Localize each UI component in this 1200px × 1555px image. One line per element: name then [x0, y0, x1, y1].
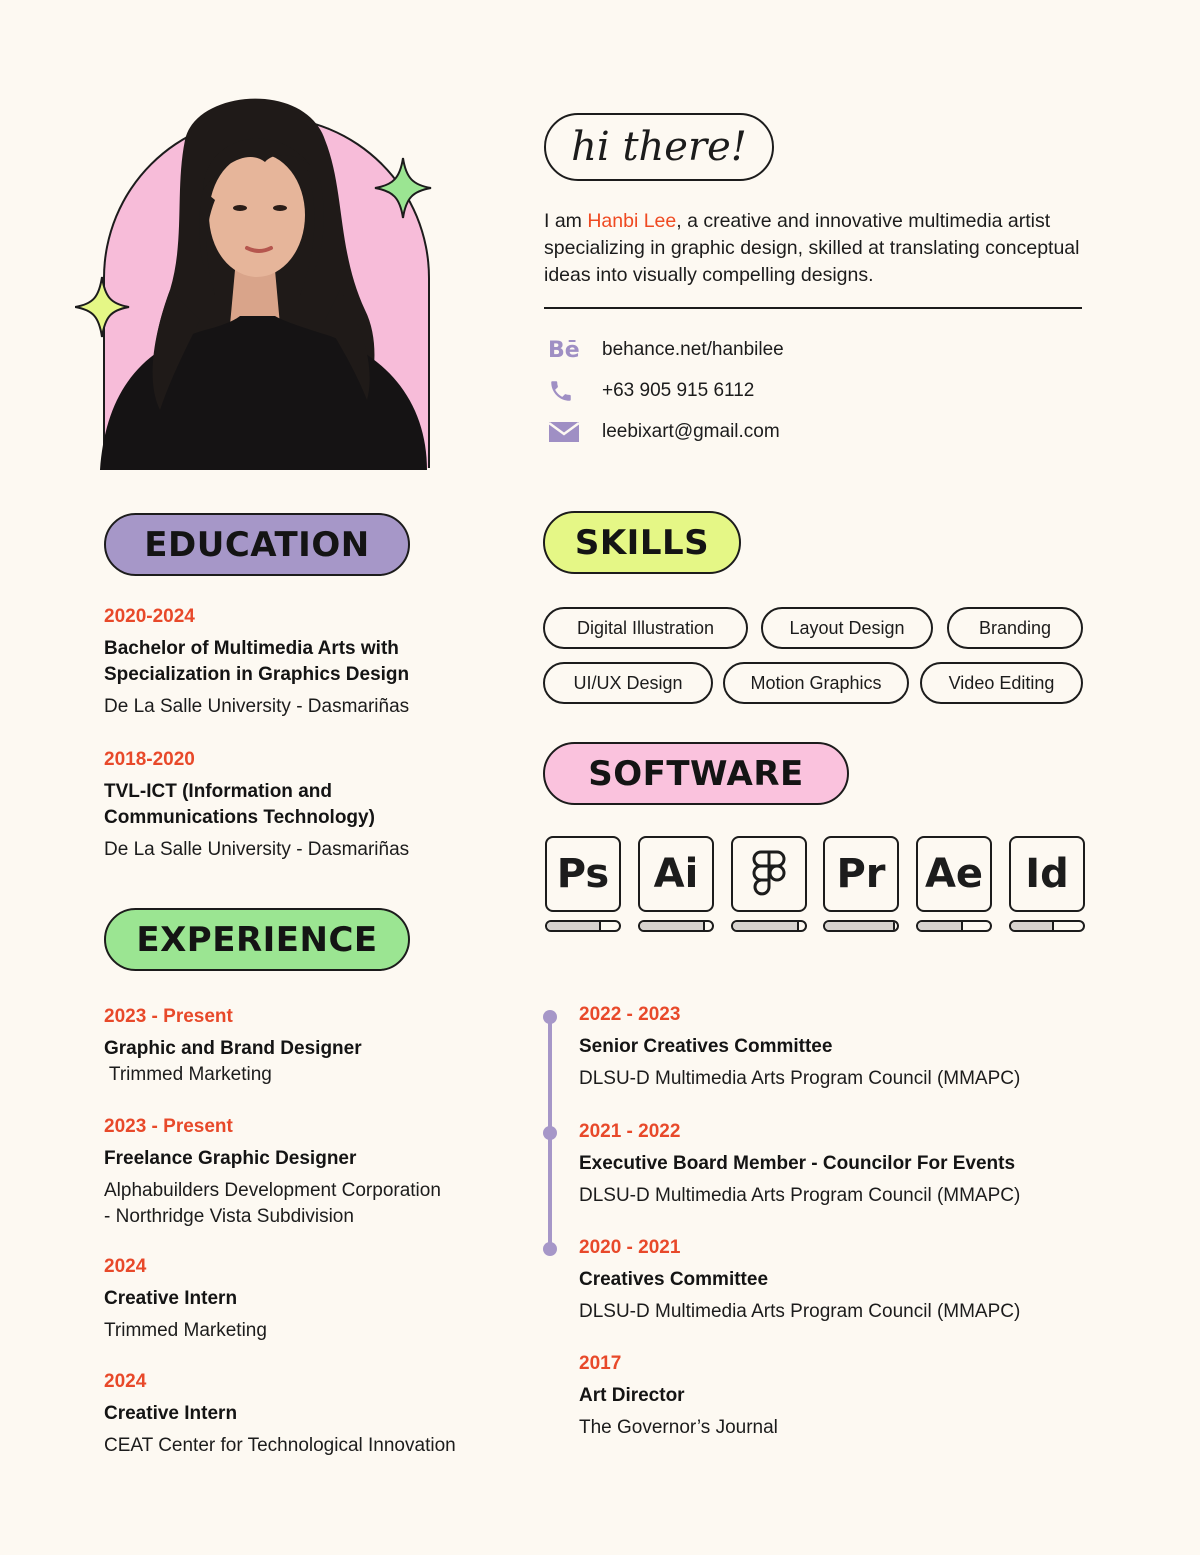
photoshop-icon: Ps — [545, 836, 621, 912]
experience-role: Freelance Graphic Designer — [104, 1148, 357, 1169]
experience-org: - Northridge Vista Subdivision — [104, 1206, 354, 1227]
skill-level-fill — [1011, 922, 1054, 930]
skill-chip: Motion Graphics — [723, 662, 909, 704]
education-degree: Specialization in Graphics Design — [104, 664, 410, 685]
sparkle-icon — [75, 277, 129, 337]
education-item — [104, 606, 409, 720]
timeline-dot — [543, 1126, 557, 1140]
portrait-illustration — [75, 80, 435, 470]
experience-years: 2022 - 2023 — [579, 1004, 681, 1025]
skill-level-bar — [823, 920, 899, 932]
education-degree: TVL-ICT (Information and — [104, 781, 332, 802]
skill-chip: Digital Illustration — [543, 607, 748, 649]
experience-item — [104, 1006, 362, 1088]
experience-org: Alphabuilders Development Corporation — [104, 1180, 441, 1201]
experience-item — [579, 1004, 1020, 1092]
experience-years: 2024 — [104, 1256, 147, 1277]
experience-org: DLSU-D Multimedia Arts Program Council (MMAPC) — [579, 1068, 1021, 1089]
experience-years: 2024 — [104, 1371, 147, 1392]
experience-org: The Governor’s Journal — [579, 1417, 778, 1438]
illustrator-icon: Ai — [638, 836, 714, 912]
intro-text: I am — [544, 210, 588, 232]
skill-level-bar — [916, 920, 992, 932]
experience-role: Creative Intern — [104, 1288, 238, 1309]
education-school: De La Salle University - Dasmariñas — [104, 696, 410, 717]
education-degree: Bachelor of Multimedia Arts with — [104, 638, 399, 659]
experience-org: DLSU-D Multimedia Arts Program Council (MMAPC) — [579, 1185, 1021, 1206]
intro-text: , a creative and innovative multimedia artist specializing in graphic design, skilled at translating conceptual ideas into visually compelling designs. — [544, 210, 1080, 286]
education-school: De La Salle University - Dasmariñas — [104, 839, 410, 860]
contact-text: behance.net/hanbilee — [602, 339, 784, 360]
skill-chip: UI/UX Design — [543, 662, 713, 704]
skill-level-fill — [547, 922, 601, 930]
skill-level-fill — [825, 922, 895, 930]
education-heading: EDUCATION — [104, 513, 410, 576]
figma-icon — [731, 836, 807, 912]
skill-level-fill — [918, 922, 963, 930]
education-years: 2018-2020 — [104, 749, 195, 770]
contact-email[interactable] — [548, 419, 780, 445]
skill-chip: Layout Design — [761, 607, 933, 649]
skill-level-bar — [638, 920, 714, 932]
experience-item — [579, 1121, 1020, 1209]
education-degree: Communications Technology) — [104, 807, 375, 828]
intro-paragraph — [544, 208, 1084, 289]
mail-icon — [548, 419, 582, 445]
experience-role: Art Director — [579, 1385, 685, 1406]
skills-heading: SKILLS — [543, 511, 741, 574]
behance-icon: Bē — [548, 337, 580, 363]
experience-role: Creative Intern — [104, 1403, 238, 1424]
after-effects-icon: Ae — [916, 836, 992, 912]
experience-years: 2020 - 2021 — [579, 1237, 681, 1258]
experience-years: 2017 — [579, 1353, 622, 1374]
experience-item — [104, 1116, 441, 1230]
skill-level-bar — [731, 920, 807, 932]
skill-level-bar — [545, 920, 621, 932]
experience-role: Creatives Committee — [579, 1269, 769, 1290]
experience-item — [104, 1256, 267, 1344]
timeline-dot — [543, 1242, 557, 1256]
intro-name: Hanbi Lee — [587, 210, 677, 232]
experience-years: 2023 - Present — [104, 1006, 233, 1027]
skill-chip: Branding — [947, 607, 1083, 649]
software-indesign — [1009, 836, 1085, 932]
experience-heading: EXPERIENCE — [104, 908, 410, 971]
contact-phone[interactable] — [548, 378, 754, 404]
software-illustrator — [638, 836, 714, 932]
education-item — [104, 749, 409, 863]
sparkle-icon — [375, 158, 431, 218]
experience-item — [579, 1353, 778, 1441]
indesign-icon: Id — [1009, 836, 1085, 912]
skill-level-bar — [1009, 920, 1085, 932]
divider — [544, 307, 1082, 309]
greeting-badge: hi there! — [544, 113, 774, 181]
contact-text: leebixart@gmail.com — [602, 421, 780, 442]
skill-level-fill — [733, 922, 799, 930]
experience-years: 2021 - 2022 — [579, 1121, 681, 1142]
experience-org: DLSU-D Multimedia Arts Program Council (MMAPC) — [579, 1301, 1021, 1322]
software-photoshop — [545, 836, 621, 932]
software-heading: SOFTWARE — [543, 742, 849, 805]
experience-org: Trimmed Marketing — [104, 1064, 272, 1085]
education-years: 2020-2024 — [104, 606, 195, 627]
experience-role: Graphic and Brand Designer — [104, 1038, 362, 1059]
profile-photo — [75, 80, 435, 470]
contact-text: +63 905 915 6112 — [602, 380, 755, 401]
experience-org: CEAT Center for Technological Innovation — [104, 1435, 456, 1456]
skill-chip: Video Editing — [920, 662, 1083, 704]
software-figma — [731, 836, 807, 932]
premiere-icon: Pr — [823, 836, 899, 912]
experience-role: Executive Board Member - Councilor For Events — [579, 1153, 1016, 1174]
contact-behance[interactable] — [548, 337, 784, 363]
experience-years: 2023 - Present — [104, 1116, 233, 1137]
software-after-effects — [916, 836, 992, 932]
experience-item — [104, 1371, 456, 1459]
experience-org: Trimmed Marketing — [104, 1320, 267, 1341]
phone-icon — [548, 378, 582, 404]
experience-item — [579, 1237, 1020, 1325]
software-premiere — [823, 836, 899, 932]
timeline-dot — [543, 1010, 557, 1024]
experience-role: Senior Creatives Committee — [579, 1036, 833, 1057]
skill-level-fill — [640, 922, 705, 930]
